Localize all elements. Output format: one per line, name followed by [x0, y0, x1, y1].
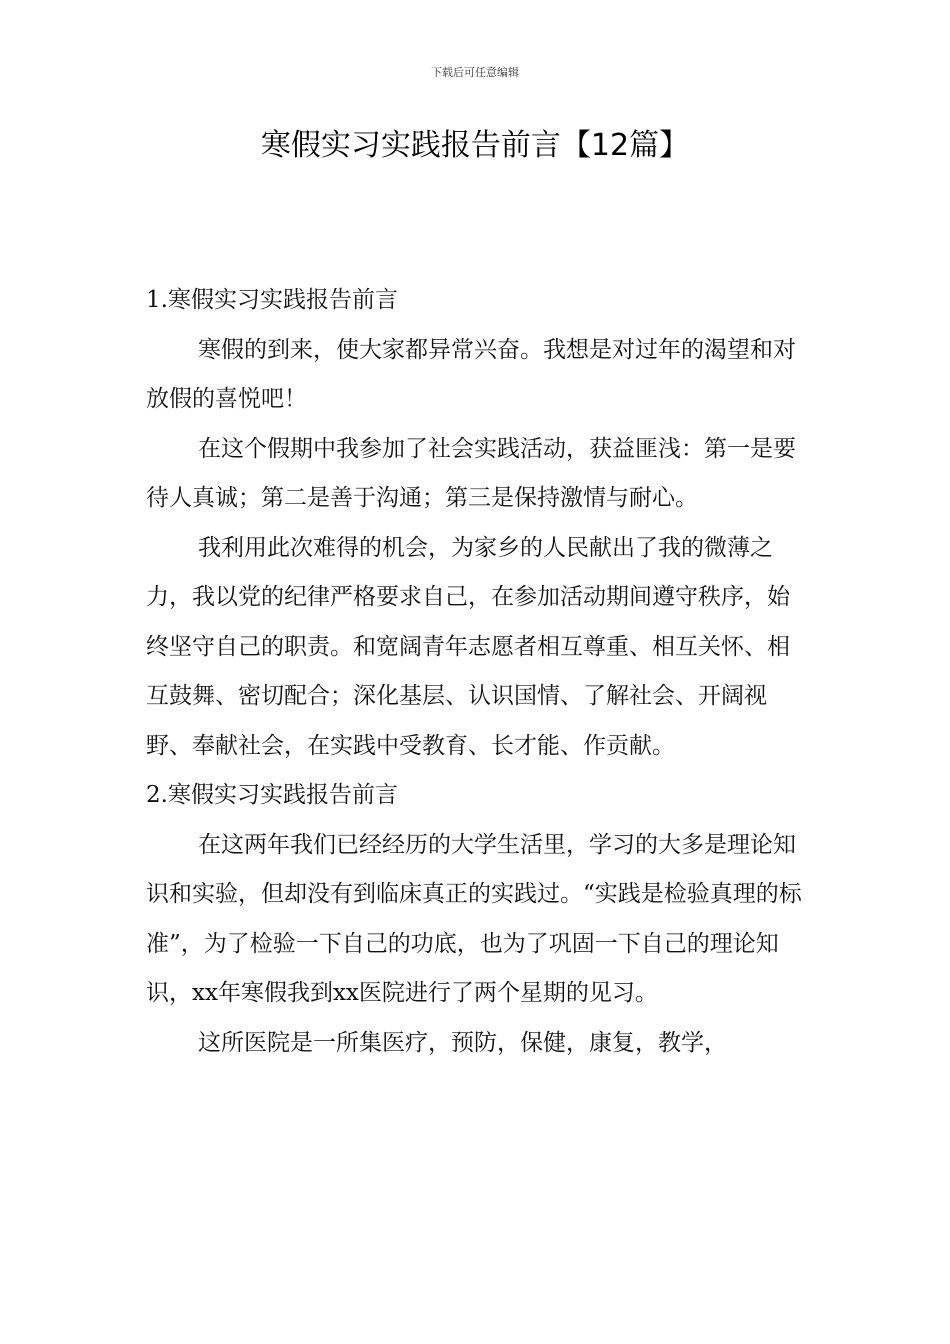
paragraph: 在这两年我们已经经历的大学生活里，学习的大多是理论知识和实验，但却没有到临床真正的实践过。“实践是检验真理的标准”，为了检验一下自己的功底，也为了巩固一下自己的理论知识，xx年寒假我到xx医院进行了两个星期的见习。 [146, 831, 802, 1006]
document-body [146, 276, 808, 1068]
paragraph: 我利用此次难得的机会，为家乡的人民献出了我的微薄之力，我以党的纪律严格要求自己，在参加活动期间遵守秩序，始终坚守自己的职责。和宽阔青年志愿者相互尊重、相互关怀、相互鼓舞、密切配合；深化基层、认识国情、了解社会、开阔视野、奉献社会，在实践中受教育、长才能、作贡献。 [146, 534, 790, 759]
section-heading: 1.寒假实习实践报告前言 [146, 287, 398, 313]
document-title: 寒假实习实践报告前言【12篇】 [260, 128, 690, 163]
header-note: 下载后可任意编辑 [431, 66, 519, 79]
paragraph: 在这个假期中我参加了社会实践活动，获益匪浅：第一是要待人真诚；第二是善于沟通；第三是保持激情与耐心。 [146, 435, 796, 511]
paragraph: 这所医院是一所集医疗，预防，保健，康复，教学， [198, 1029, 727, 1056]
paragraph: 寒假的到来，使大家都异常兴奋。我想是对过年的渴望和对放假的喜悦吧！ [146, 336, 796, 412]
section-heading: 2.寒假实习实践报告前言 [146, 782, 398, 808]
